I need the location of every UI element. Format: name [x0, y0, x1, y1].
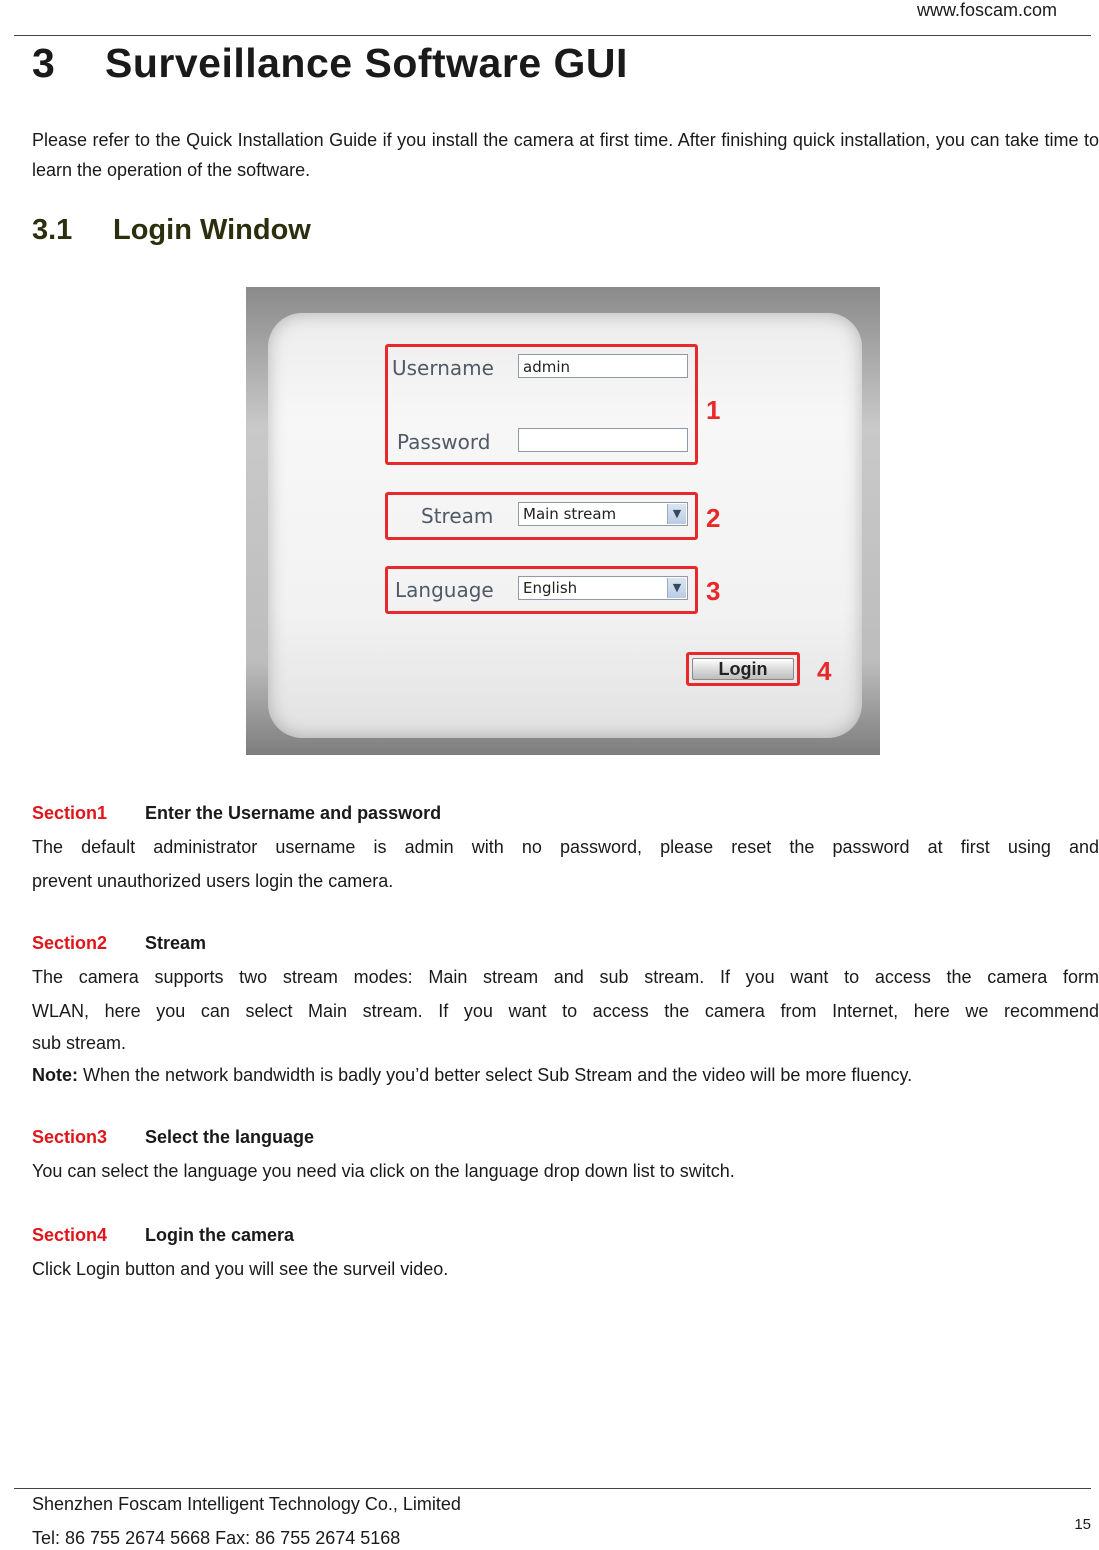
stream-select[interactable]	[518, 502, 688, 526]
section4-label: Section4	[32, 1225, 108, 1245]
login-button-highlight	[686, 652, 800, 686]
note-text: When the network bandwidth is badly you’d better select Sub Stream and the video will be more fluency.	[78, 1065, 913, 1085]
language-label: Language	[395, 578, 494, 602]
note-label: Note:	[32, 1065, 78, 1085]
password-label: Password	[397, 430, 491, 454]
section4-line: Click Login button and you will see the surveil video.	[32, 1259, 449, 1279]
stream-label: Stream	[421, 504, 494, 528]
section1-label: Section1	[32, 803, 108, 823]
chevron-down-icon[interactable]: ▼	[667, 578, 686, 598]
section2-note	[32, 1060, 1099, 1090]
header-url: www.foscam.com	[916, 0, 1057, 20]
login-button[interactable]: Login	[692, 658, 794, 680]
section1-heading	[32, 803, 441, 824]
language-select[interactable]	[518, 576, 688, 600]
intro-paragraph: Please refer to the Quick Installation Guide if you install the camera at first time. After finishing quick installation, you can take time to learn the operation of the software.	[32, 130, 1099, 180]
chapter-title: Surveillance Software GUI	[105, 40, 628, 86]
page-number: 15	[1074, 1516, 1091, 1533]
section2-title: Stream	[145, 933, 207, 953]
stream-selected-value: Main stream	[523, 505, 617, 523]
section2-heading	[32, 933, 206, 954]
section1-title: Enter the Username and password	[145, 803, 442, 823]
marker-2: 2	[706, 503, 721, 533]
section2-label: Section2	[32, 933, 108, 953]
section3-title: Select the language	[145, 1127, 315, 1147]
section-title: Login Window	[113, 214, 311, 246]
section2-line: The camera supports two stream modes: Main stream and sub stream. If you want to access the camera form	[32, 967, 1099, 987]
section3-heading	[32, 1127, 314, 1148]
username-label: Username	[392, 356, 494, 380]
section2-line: sub stream.	[32, 1033, 127, 1053]
language-selected-value: English	[523, 579, 578, 597]
section3-label: Section3	[32, 1127, 108, 1147]
section1-line: prevent unauthorized users login the camera.	[32, 871, 394, 891]
chevron-down-icon[interactable]: ▼	[667, 504, 686, 524]
header-rule	[14, 35, 1091, 36]
marker-4: 4	[817, 656, 832, 686]
section4-title: Login the camera	[145, 1225, 295, 1245]
login-window-screenshot	[246, 287, 880, 755]
password-input[interactable]	[518, 428, 688, 452]
section-heading	[32, 214, 311, 247]
username-input[interactable]: admin	[518, 354, 688, 378]
footer-rule	[14, 1488, 1091, 1489]
footer-contact: Tel: 86 755 2674 5668 Fax: 86 755 2674 5168	[32, 1528, 401, 1548]
chapter-heading	[32, 40, 628, 87]
footer-company: Shenzhen Foscam Intelligent Technology Co., Limited	[32, 1494, 461, 1514]
section1-line: The default administrator username is admin with no password, please reset the password at first using and	[32, 837, 1099, 857]
section2-line: WLAN, here you can select Main stream. If you want to access the camera from Internet, here we recommend	[32, 1001, 1099, 1021]
chapter-number: 3	[32, 40, 56, 86]
section-number: 3.1	[32, 214, 73, 246]
section4-heading	[32, 1225, 294, 1246]
marker-3: 3	[706, 576, 721, 606]
section3-line: You can select the language you need via click on the language drop down list to switch.	[32, 1161, 735, 1181]
marker-1: 1	[706, 395, 721, 425]
